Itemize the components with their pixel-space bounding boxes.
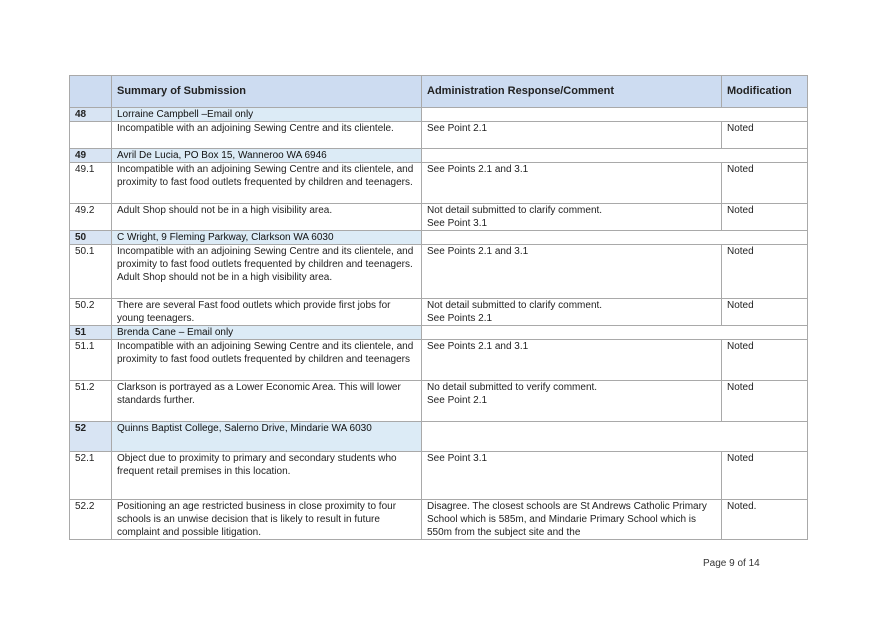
submissions-table: [69, 75, 808, 540]
item-number: 49.2: [70, 204, 112, 231]
submitter-blank-cell: [422, 326, 808, 340]
table-row: [70, 204, 808, 231]
item-number: 52.2: [70, 500, 112, 540]
item-summary: Object due to proximity to primary and secondary students who frequent retail premises in this location.: [112, 452, 422, 500]
item-modification: Noted: [722, 245, 808, 299]
item-modification: Noted: [722, 381, 808, 422]
item-number: 51.1: [70, 340, 112, 381]
table-row: [70, 122, 808, 149]
header-response: Administration Response/Comment: [422, 76, 722, 108]
item-summary: Incompatible with an adjoining Sewing Centre and its clientele, and proximity to fast food outlets frequented by children and teenagers. Adult Shop should not be in a high visibility area.: [112, 245, 422, 299]
item-number: 50.2: [70, 299, 112, 326]
table-row: [70, 340, 808, 381]
submitter-name: Brenda Cane – Email only: [112, 326, 422, 340]
submitter-number: 48: [70, 108, 112, 122]
table-row: [70, 245, 808, 299]
submitter-number: 50: [70, 231, 112, 245]
item-response: See Points 2.1 and 3.1: [422, 340, 722, 381]
submitter-row: [70, 422, 808, 452]
item-summary: There are several Fast food outlets which provide first jobs for young teenagers.: [112, 299, 422, 326]
item-modification: Noted: [722, 299, 808, 326]
submitter-blank-cell: [422, 149, 808, 163]
table-row: [70, 452, 808, 500]
item-summary: Incompatible with an adjoining Sewing Centre and its clientele.: [112, 122, 422, 149]
item-number: 49.1: [70, 163, 112, 204]
item-number: [70, 122, 112, 149]
submitter-row: [70, 231, 808, 245]
table-row: [70, 381, 808, 422]
submitter-name: Avril De Lucia, PO Box 15, Wanneroo WA 6946: [112, 149, 422, 163]
item-response: See Point 2.1: [422, 122, 722, 149]
item-number: 51.2: [70, 381, 112, 422]
item-number: 52.1: [70, 452, 112, 500]
item-summary: Incompatible with an adjoining Sewing Centre and its clientele, and proximity to fast food outlets frequented by children and teenagers: [112, 340, 422, 381]
submitter-number: 52: [70, 422, 112, 452]
item-summary: Positioning an age restricted business in close proximity to four schools is an unwise decision that is likely to result in future complaint and possible litigation.: [112, 500, 422, 540]
item-summary: Adult Shop should not be in a high visibility area.: [112, 204, 422, 231]
item-response: See Points 2.1 and 3.1: [422, 245, 722, 299]
submitter-blank-cell: [422, 422, 808, 452]
submitter-name: C Wright, 9 Fleming Parkway, Clarkson WA 6030: [112, 231, 422, 245]
item-modification: Noted.: [722, 500, 808, 540]
submitter-number: 51: [70, 326, 112, 340]
item-response: Disagree. The closest schools are St Andrews Catholic Primary School which is 585m, and Mindarie Primary School which is 550m from the subject site and the: [422, 500, 722, 540]
submitter-blank-cell: [422, 108, 808, 122]
table-row: [70, 500, 808, 540]
item-modification: Noted: [722, 122, 808, 149]
item-response: See Point 3.1: [422, 452, 722, 500]
page-number: Page 9 of 14: [703, 558, 760, 569]
item-summary: Clarkson is portrayed as a Lower Economic Area. This will lower standards further.: [112, 381, 422, 422]
item-response: No detail submitted to verify comment. See Point 2.1: [422, 381, 722, 422]
header-summary: Summary of Submission: [112, 76, 422, 108]
table-body: [70, 108, 808, 540]
submitter-row: [70, 149, 808, 163]
submitter-name: Quinns Baptist College, Salerno Drive, Mindarie WA 6030: [112, 422, 422, 452]
submitter-blank-cell: [422, 231, 808, 245]
item-summary: Incompatible with an adjoining Sewing Centre and its clientele, and proximity to fast food outlets frequented by children and teenagers.: [112, 163, 422, 204]
item-modification: Noted: [722, 340, 808, 381]
item-response: Not detail submitted to clarify comment. See Points 2.1: [422, 299, 722, 326]
submitter-row: [70, 108, 808, 122]
item-response: See Points 2.1 and 3.1: [422, 163, 722, 204]
header-modification: Modification: [722, 76, 808, 108]
item-response: Not detail submitted to clarify comment. See Point 3.1: [422, 204, 722, 231]
item-modification: Noted: [722, 163, 808, 204]
header-number: [70, 76, 112, 108]
submitter-name: Lorraine Campbell –Email only: [112, 108, 422, 122]
submitter-row: [70, 326, 808, 340]
table-row: [70, 163, 808, 204]
table-header-row: [70, 76, 808, 108]
submitter-number: 49: [70, 149, 112, 163]
table-row: [70, 299, 808, 326]
item-modification: Noted: [722, 452, 808, 500]
item-modification: Noted: [722, 204, 808, 231]
item-number: 50.1: [70, 245, 112, 299]
